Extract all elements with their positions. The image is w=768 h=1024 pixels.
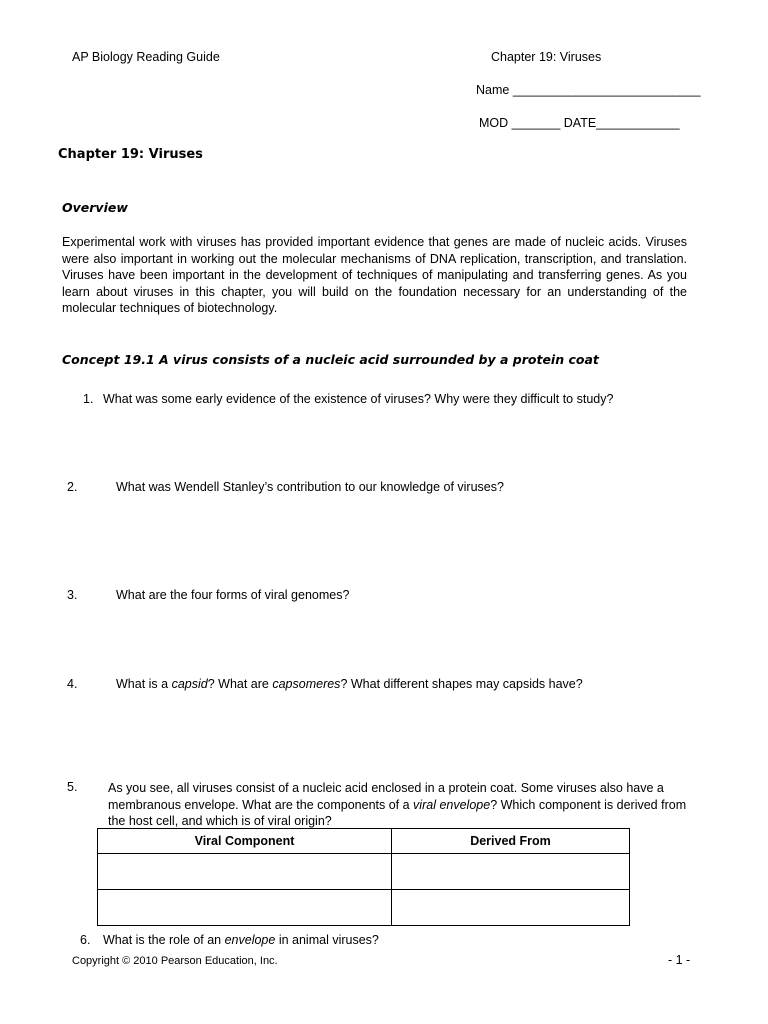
question-1-number: 1. (83, 392, 94, 406)
question-6-number: 6. (80, 933, 91, 947)
concept-heading: Concept 19.1 A virus consists of a nucleic acid surrounded by a protein coat (62, 352, 599, 367)
overview-heading: Overview (62, 200, 128, 215)
question-3-text: What are the four forms of viral genomes? (116, 588, 350, 602)
viral-component-table (97, 828, 630, 926)
question-1-text: What was some early evidence of the existence of viruses? Why were they difficult to study? (103, 392, 614, 406)
table-cell[interactable] (391, 854, 629, 890)
term-capsid: capsid (171, 677, 208, 691)
table-cell[interactable] (391, 890, 629, 926)
question-5-number: 5. (67, 780, 78, 794)
mod-date-line: MOD _______ DATE____________ (479, 116, 680, 130)
term-envelope: envelope (224, 933, 276, 947)
table-cell[interactable] (98, 854, 392, 890)
overview-paragraph: Experimental work with viruses has provided important evidence that genes are made of nucleic acids. Viruses were also important in working out the molecular mechanisms of DNA replication, transcription, and translation. Viruses have been important in the development of techniques of manipulating and transferring genes. As you learn about viruses in this chapter, you will build on the foundation necessary for an understanding of the molecular techniques of biotechnology. (62, 235, 687, 315)
term-viral-envelope: viral envelope (413, 797, 491, 812)
page-number: - 1 - (668, 953, 691, 967)
question-2-number: 2. (67, 480, 78, 494)
table-cell[interactable] (98, 890, 392, 926)
question-4-text: What is a capsid? What are capsomeres? What different shapes may capsids have? (116, 677, 583, 691)
copyright-notice: Copyright © 2010 Pearson Education, Inc. (72, 955, 278, 967)
term-capsomeres: capsomeres (272, 677, 341, 691)
question-6-text: What is the role of an envelope in animal viruses? (103, 933, 379, 947)
chapter-title: Chapter 19: Viruses (58, 147, 203, 162)
guide-title: AP Biology Reading Guide (72, 50, 220, 64)
table-header-derived-from: Derived From (391, 829, 629, 854)
question-5-text: As you see, all viruses consist of a nucleic acid enclosed in a protein coat. Some viruses also have a membranous envelope. What are the components of a viral envelope? Which component is derived from the host cell, and which is of viral origin? (108, 781, 687, 828)
question-3-number: 3. (67, 588, 78, 602)
table-header-viral-component: Viral Component (98, 829, 392, 854)
table-row (98, 854, 630, 890)
table-row (98, 890, 630, 926)
question-4-number: 4. (67, 677, 78, 691)
table-header-row (98, 829, 630, 854)
question-2-text: What was Wendell Stanley’s contribution to our knowledge of viruses? (116, 480, 504, 494)
name-line: Name ___________________________ (476, 83, 701, 97)
chapter-header: Chapter 19: Viruses (491, 50, 602, 64)
